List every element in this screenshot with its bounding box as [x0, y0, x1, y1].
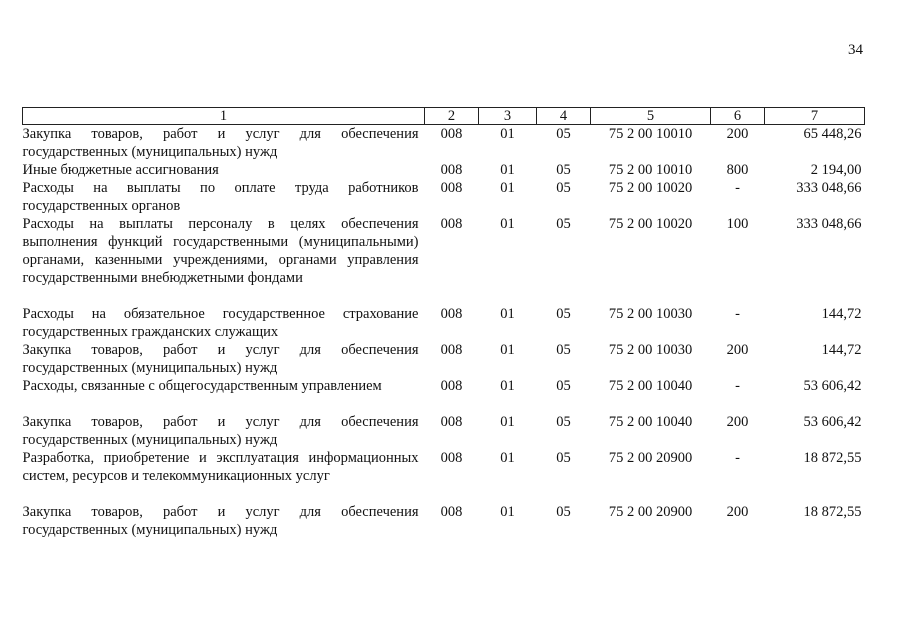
row-expense-type: 200: [726, 414, 749, 430]
row-section: 01: [500, 378, 515, 394]
row-amount: 333 048,66: [796, 216, 862, 232]
row-name: Иные бюджетные ассигнования: [22, 162, 219, 178]
row-section: 01: [500, 306, 515, 322]
row-name: Закупка товаров, работ и услуг для обеспечения государственных (муниципальных) нужд: [22, 504, 419, 538]
row-amount: 18 872,55: [803, 504, 862, 520]
row-expense-type: 100: [726, 216, 749, 232]
row-section: 01: [500, 180, 515, 196]
row-target-article: 75 2 00 10010: [608, 162, 693, 178]
row-expense-type: 200: [726, 504, 749, 520]
row-subsection: 05: [556, 216, 571, 232]
row-ministry-code: 008: [440, 378, 463, 394]
row-target-article: 75 2 00 10020: [608, 216, 693, 232]
table-row: [23, 305, 865, 341]
row-amount: 2 194,00: [810, 162, 862, 178]
table-row: [23, 215, 865, 305]
row-ministry-code: 008: [440, 180, 463, 196]
row-ministry-code: 008: [440, 414, 463, 430]
header-col-5: 5: [591, 108, 711, 125]
row-section: 01: [500, 342, 515, 358]
row-ministry-code: 008: [440, 504, 463, 520]
row-subsection: 05: [556, 414, 571, 430]
header-col-2: 2: [425, 108, 479, 125]
row-section: 01: [500, 162, 515, 178]
row-name: Закупка товаров, работ и услуг для обеспечения государственных (муниципальных) нужд: [22, 126, 419, 160]
row-target-article: 75 2 00 20900: [608, 450, 693, 466]
row-section: 01: [500, 126, 515, 142]
budget-table: [22, 107, 865, 539]
row-ministry-code: 008: [440, 306, 463, 322]
row-name: Расходы, связанные с общегосударственным управлением: [22, 378, 382, 394]
row-subsection: 05: [556, 378, 571, 394]
row-amount: 53 606,42: [803, 378, 862, 394]
row-expense-type: 200: [726, 342, 749, 358]
page-number: 34: [848, 42, 863, 58]
row-subsection: 05: [556, 342, 571, 358]
row-ministry-code: 008: [440, 126, 463, 142]
row-name: Закупка товаров, работ и услуг для обеспечения государственных (муниципальных) нужд: [22, 342, 419, 376]
table-row: [23, 125, 865, 162]
row-expense-type: -: [735, 378, 740, 394]
row-subsection: 05: [556, 126, 571, 142]
row-subsection: 05: [556, 306, 571, 322]
row-subsection: 05: [556, 180, 571, 196]
row-expense-type: -: [735, 180, 740, 196]
row-target-article: 75 2 00 10030: [608, 342, 693, 358]
row-target-article: 75 2 00 10040: [608, 414, 693, 430]
row-target-article: 75 2 00 10020: [608, 180, 693, 196]
table-row: [23, 413, 865, 449]
row-name: Разработка, приобретение и эксплуатация информационных систем, ресурсов и телекоммуникационных услуг: [22, 450, 419, 484]
row-name: Расходы на выплаты по оплате труда работников государственных органов: [22, 180, 419, 214]
row-subsection: 05: [556, 162, 571, 178]
header-col-3: 3: [479, 108, 537, 125]
header-row: [23, 108, 865, 125]
row-section: 01: [500, 216, 515, 232]
table-row: [23, 161, 865, 179]
row-name: Расходы на обязательное государственное страхование государственных гражданских служащих: [22, 306, 419, 340]
row-name: Расходы на выплаты персоналу в целях обеспечения выполнения функций государственными (муниципальными) органами, казенными учреждениями, органами управления государственными внебюджетными фондами: [22, 216, 419, 286]
row-expense-type: 200: [726, 126, 749, 142]
row-expense-type: 800: [726, 162, 749, 178]
row-amount: 53 606,42: [803, 414, 862, 430]
header-col-6: 6: [711, 108, 765, 125]
row-target-article: 75 2 00 10030: [608, 306, 693, 322]
row-ministry-code: 008: [440, 216, 463, 232]
header-col-1: 1: [23, 108, 425, 125]
row-name: Закупка товаров, работ и услуг для обеспечения государственных (муниципальных) нужд: [22, 414, 419, 448]
row-amount: 144,72: [821, 306, 862, 322]
table-row: [23, 503, 865, 539]
row-subsection: 05: [556, 450, 571, 466]
table-row: [23, 179, 865, 215]
row-target-article: 75 2 00 10040: [608, 378, 693, 394]
row-amount: 65 448,26: [803, 126, 862, 142]
row-expense-type: -: [735, 450, 740, 466]
header-col-7: 7: [765, 108, 865, 125]
row-target-article: 75 2 00 10010: [608, 126, 693, 142]
row-expense-type: -: [735, 306, 740, 322]
table-row: [23, 341, 865, 377]
header-col-4: 4: [537, 108, 591, 125]
row-amount: 333 048,66: [796, 180, 862, 196]
row-ministry-code: 008: [440, 162, 463, 178]
row-ministry-code: 008: [440, 342, 463, 358]
row-ministry-code: 008: [440, 450, 463, 466]
row-section: 01: [500, 414, 515, 430]
row-amount: 18 872,55: [803, 450, 862, 466]
table-row: [23, 377, 865, 413]
row-amount: 144,72: [821, 342, 862, 358]
row-target-article: 75 2 00 20900: [608, 504, 693, 520]
row-subsection: 05: [556, 504, 571, 520]
row-section: 01: [500, 450, 515, 466]
row-section: 01: [500, 504, 515, 520]
table-row: [23, 449, 865, 503]
